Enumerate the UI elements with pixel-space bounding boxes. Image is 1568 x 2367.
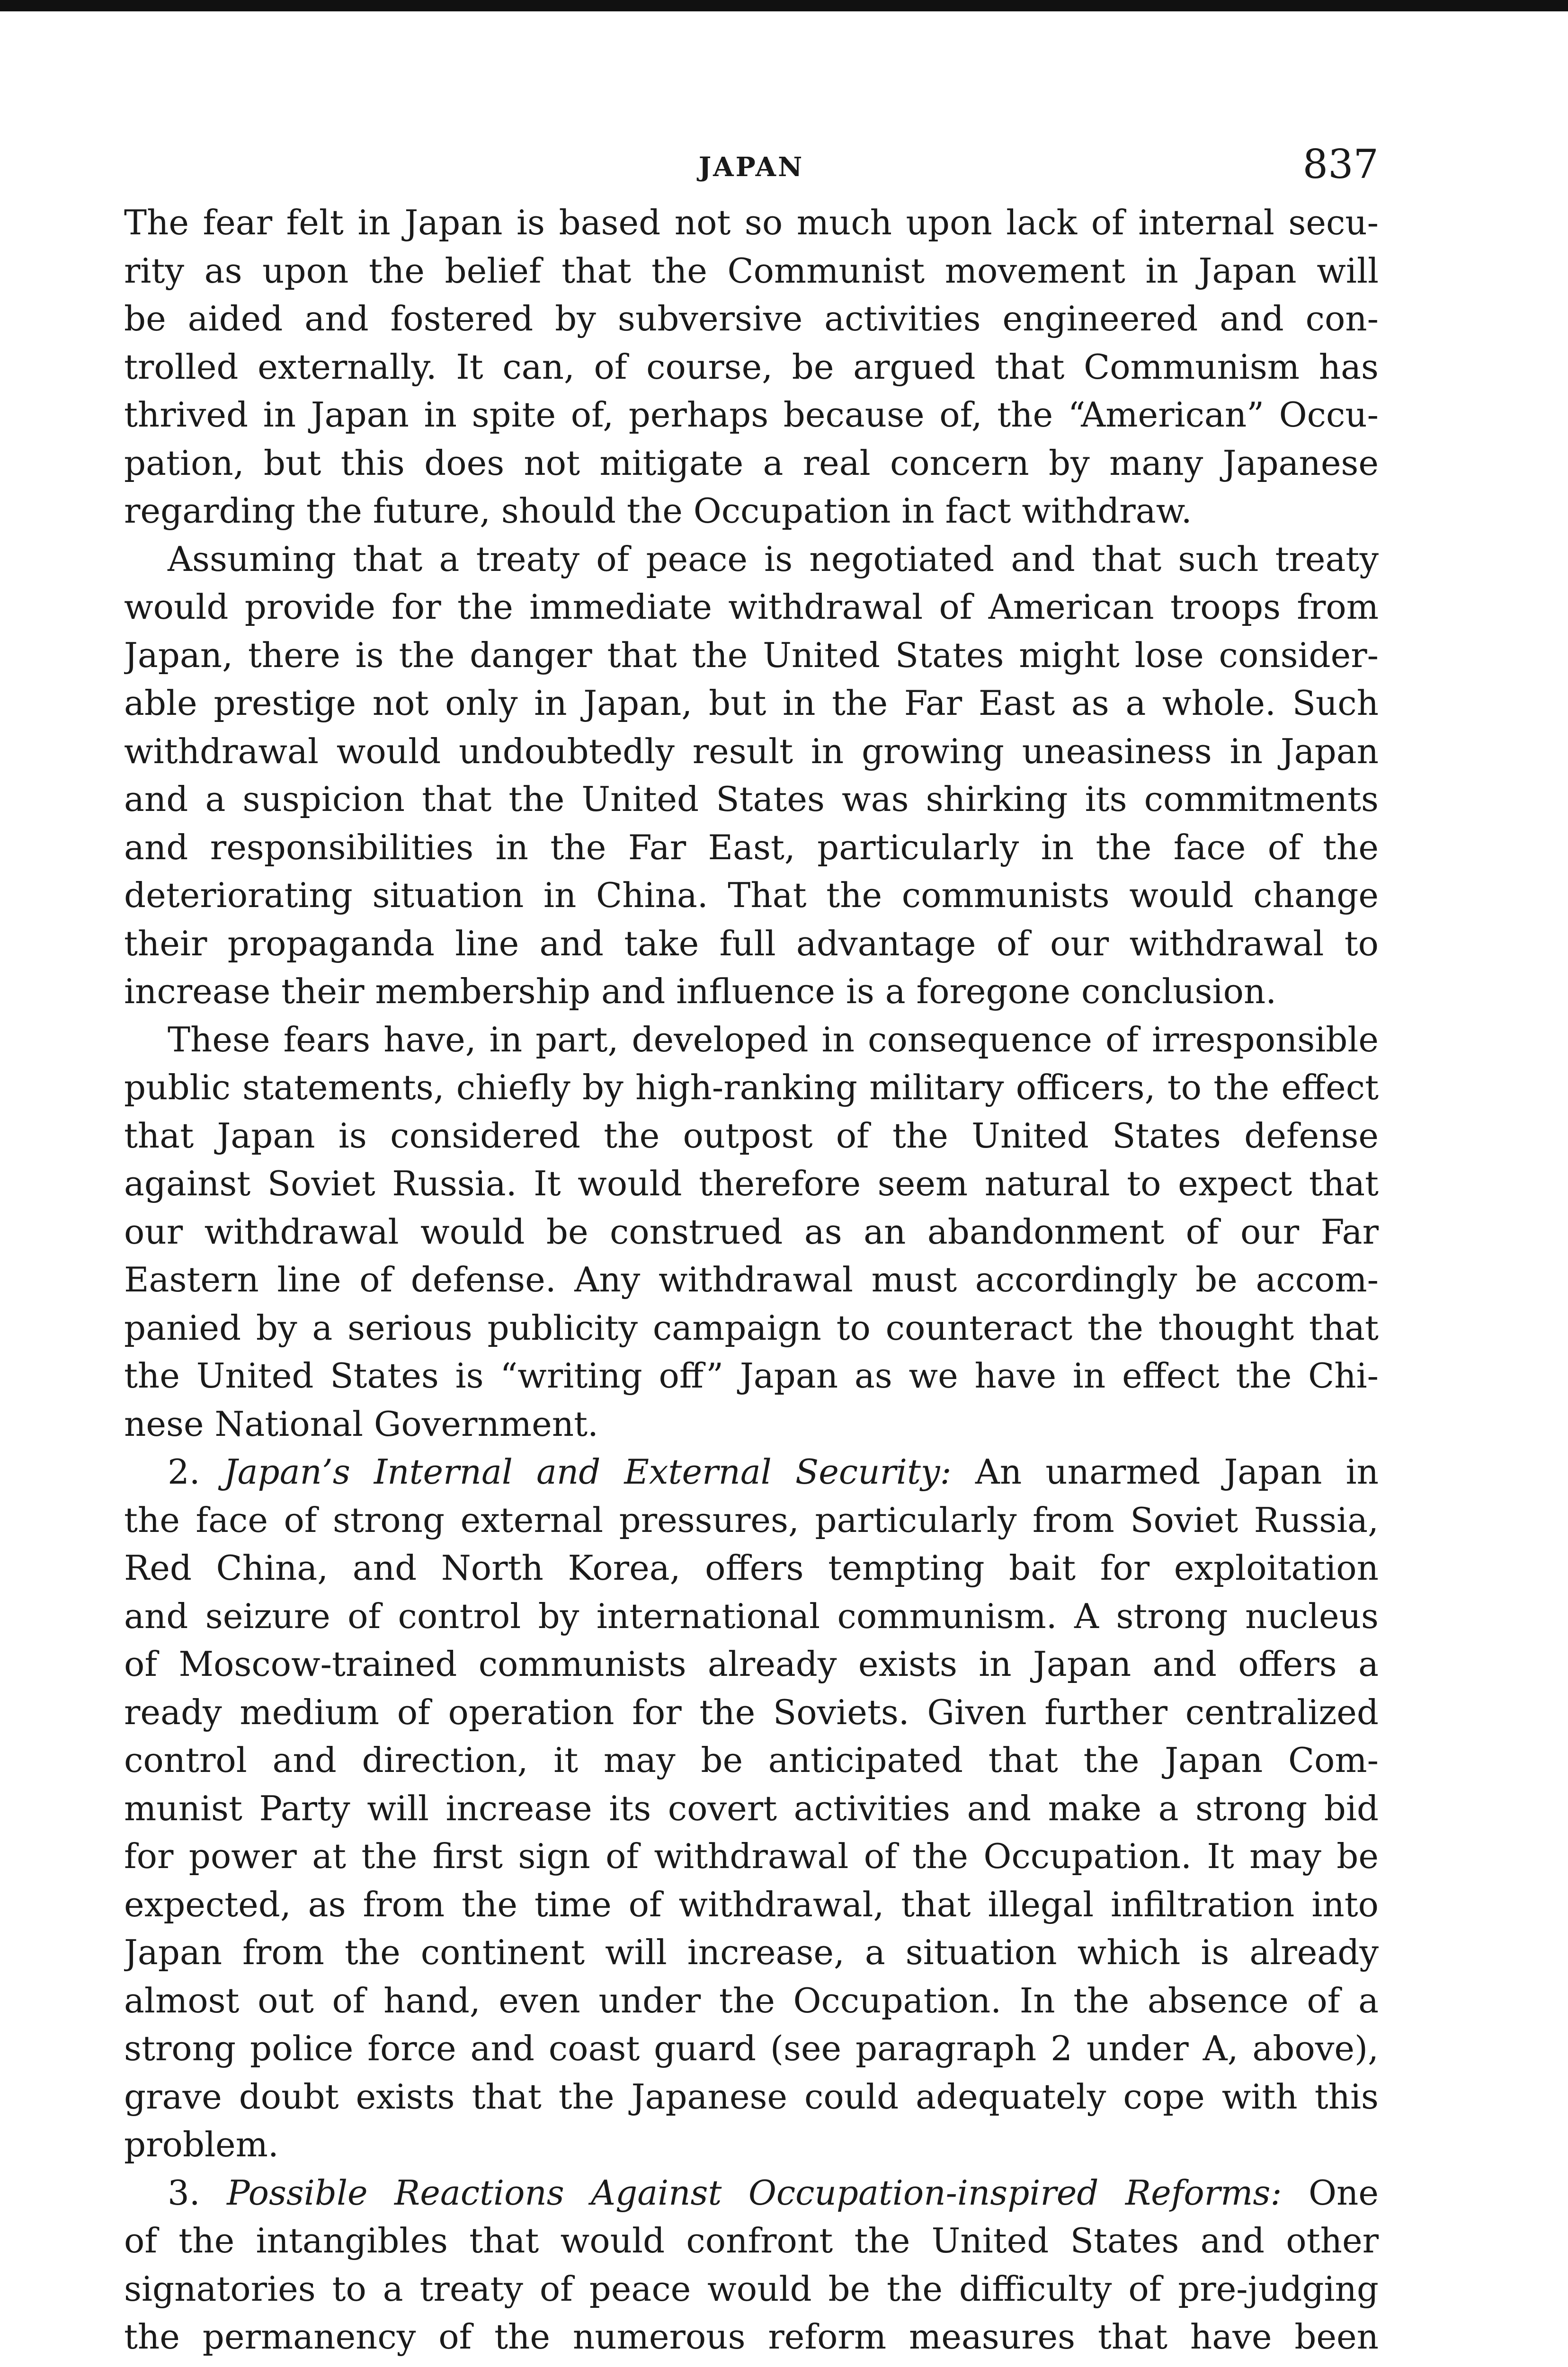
text-line: and seizure of control by international communism. A strong nucleus <box>124 1596 1379 1636</box>
text-line: signatories to a treaty of peace would be the difficulty of pre-judging <box>124 2269 1379 2309</box>
text-line: of the intangibles that would confront the United States and other <box>124 2221 1379 2260</box>
section-3-paragraph <box>124 2169 1379 2361</box>
text-line: of Moscow-trained communists already exists in Japan and offers a <box>124 1644 1379 1684</box>
text-line: public statements, chiefly by high-ranking military officers, to the effect <box>124 1068 1379 1107</box>
text-line: problem. <box>124 2125 279 2164</box>
section-heading-continuation: One <box>1309 2172 1379 2213</box>
text-line: and a suspicion that the United States was shirking its commitments <box>124 779 1379 819</box>
text-line: munist Party will increase its covert activities and make a strong bid <box>124 1788 1379 1828</box>
text-line: deteriorating situation in China. That the communists would change <box>124 875 1379 915</box>
paragraph-3 <box>124 1016 1379 1449</box>
text-line: able prestige not only in Japan, but in the Far East as a whole. Such <box>124 683 1379 723</box>
text-line: be aided and fostered by subversive activities engineered and con- <box>124 299 1379 338</box>
section-heading-line <box>124 1448 1379 1496</box>
text-line: withdrawal would undoubtedly result in growing uneasiness in Japan <box>124 731 1379 771</box>
running-head-title: JAPAN <box>698 151 804 183</box>
text-line: control and direction, it may be anticipated that the Japan Com- <box>124 1740 1379 1780</box>
text-line: strong police force and coast guard (see paragraph 2 under A, above), <box>124 2029 1379 2068</box>
text-line: ready medium of operation for the Soviets. Given further centralized <box>124 1692 1379 1732</box>
text-line: for power at the first sign of withdrawal of the Occupation. It may be <box>124 1836 1379 1876</box>
running-head <box>124 137 1379 199</box>
text-line: the permanency of the numerous reform measures that have been <box>124 2317 1379 2357</box>
text-line: expected, as from the time of withdrawal, that illegal infiltration into <box>124 1884 1379 1924</box>
text-line: grave doubt exists that the Japanese could adequately cope with this <box>124 2076 1379 2117</box>
page-number: 837 <box>1302 141 1379 187</box>
text-line: nese National Government. <box>124 1404 598 1444</box>
text-line: the face of strong external pressures, particularly from Soviet Russia, <box>124 1500 1379 1540</box>
text-line: rity as upon the belief that the Communist movement in Japan will <box>124 250 1379 291</box>
section-number: 2. <box>168 1452 200 1492</box>
text-line: increase their membership and influence is a foregone conclusion. <box>124 971 1277 1011</box>
section-heading-continuation: An unarmed Japan in <box>975 1452 1379 1492</box>
section-heading: Possible Reactions Against Occupation-inspired Reforms: <box>227 2172 1282 2213</box>
text-line: trolled externally. It can, of course, be argued that Communism has <box>124 347 1379 387</box>
text-line: against Soviet Russia. It would therefore seem natural to expect that <box>124 1164 1379 1203</box>
text-line: the United States is “writing off” Japan as we have in effect the Chi- <box>124 1356 1379 1396</box>
scan-top-edge <box>0 0 1568 11</box>
text-line: These fears have, in part, developed in consequence of irresponsible <box>168 1019 1379 1059</box>
text-line: and responsibilities in the Far East, particularly in the face of the <box>124 827 1379 867</box>
paragraph-2 <box>124 535 1379 1016</box>
section-heading-line <box>124 2169 1379 2217</box>
text-line: pation, but this does not mitigate a real concern by many Japanese <box>124 443 1379 483</box>
text-line: The fear felt in Japan is based not so much upon lack of internal secu- <box>124 203 1379 242</box>
section-heading: Japan’s Internal and External Security: <box>223 1452 952 1492</box>
section-number: 3. <box>168 2172 200 2213</box>
text-line: their propaganda line and take full advantage of our withdrawal to <box>124 923 1379 963</box>
text-line: Eastern line of defense. Any withdrawal must accordingly be accom- <box>124 1260 1379 1299</box>
text-line: Assuming that a treaty of peace is negotiated and that such treaty <box>168 539 1379 579</box>
paragraph-1 <box>124 199 1379 535</box>
text-line: would provide for the immediate withdrawal of American troops from <box>124 587 1379 627</box>
document-page <box>124 137 1379 2361</box>
text-line: thrived in Japan in spite of, perhaps because of, the “American” Occu- <box>124 395 1379 435</box>
text-line: that Japan is considered the outpost of the United States defense <box>124 1115 1379 1156</box>
text-line: Japan from the continent will increase, a situation which is already <box>124 1932 1379 1972</box>
text-line: Red China, and North Korea, offers tempting bait for exploitation <box>124 1548 1379 1588</box>
text-line: Japan, there is the danger that the United States might lose consider- <box>124 635 1379 675</box>
section-2-paragraph <box>124 1448 1379 2169</box>
text-line: regarding the future, should the Occupation in fact withdraw. <box>124 491 1192 531</box>
text-line: panied by a serious publicity campaign to counteract the thought that <box>124 1308 1379 1348</box>
text-line: almost out of hand, even under the Occupation. In the absence of a <box>124 1980 1379 2020</box>
text-line: our withdrawal would be construed as an abandonment of our Far <box>124 1211 1379 1252</box>
